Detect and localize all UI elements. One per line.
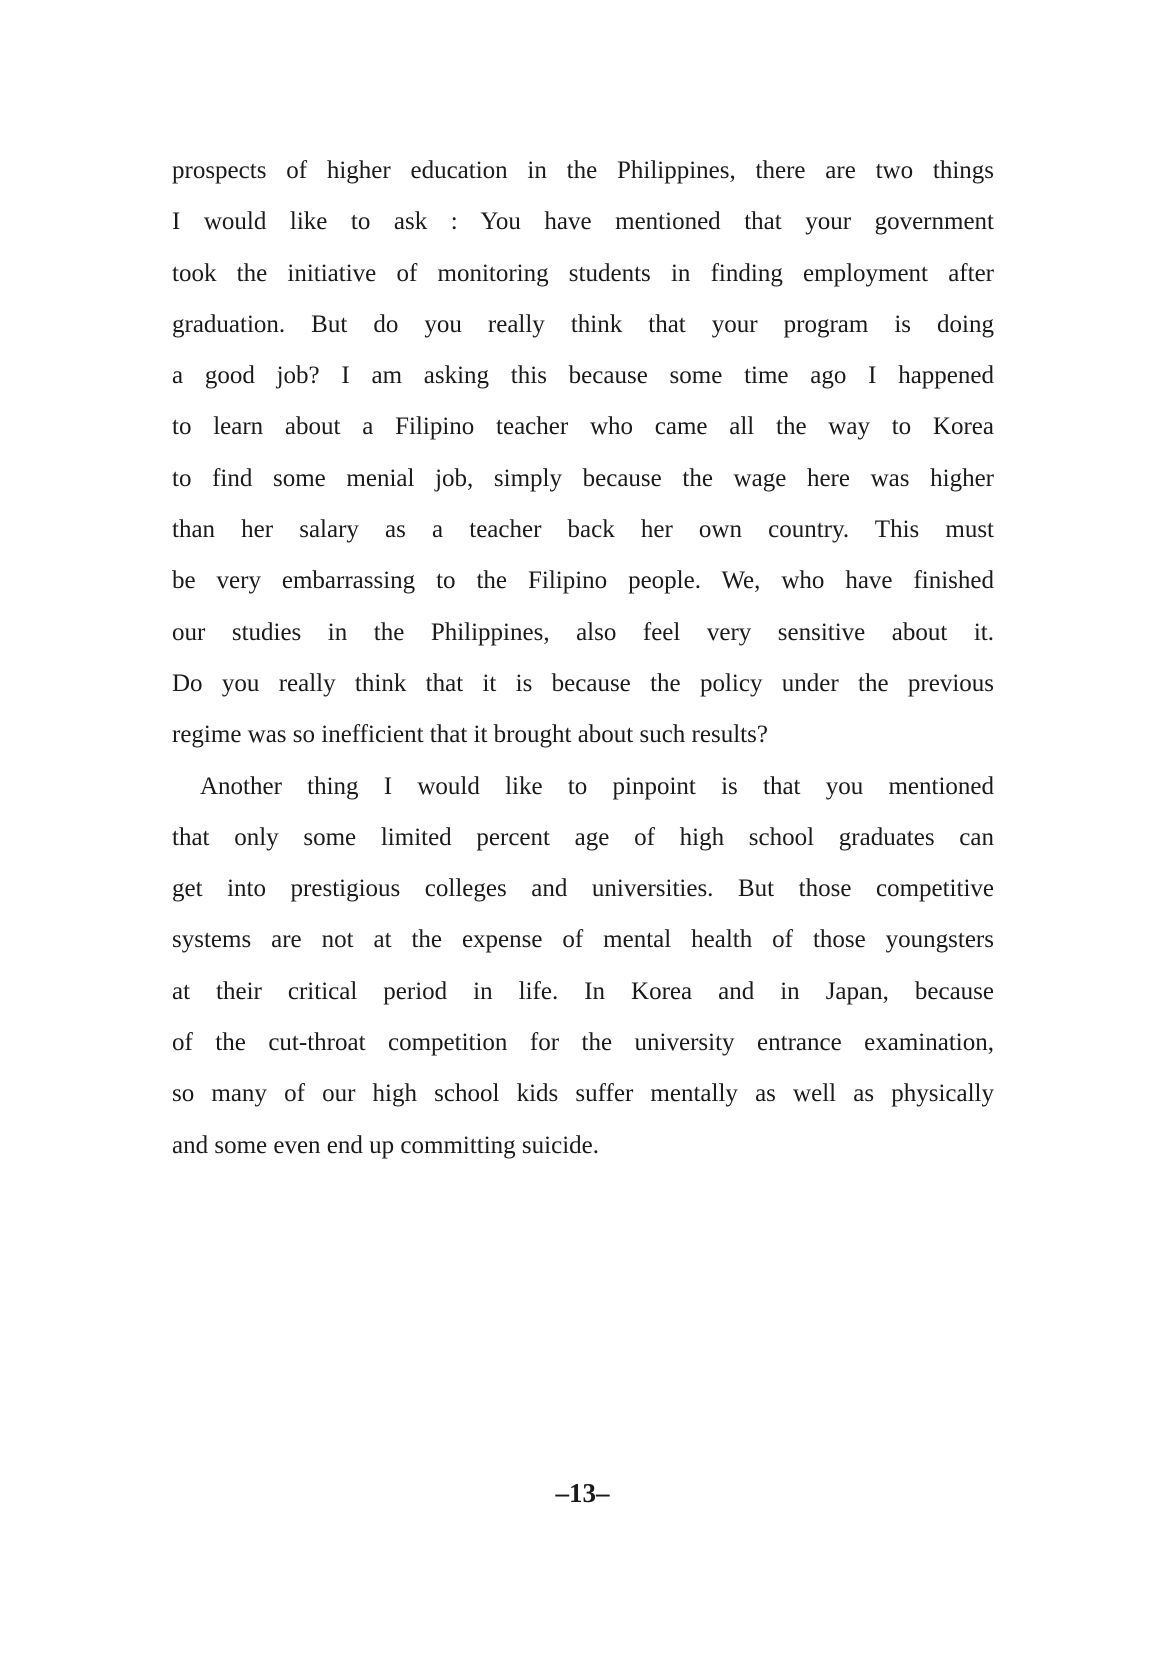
- page-number: –13–: [555, 1478, 610, 1508]
- text-line: to find some menial job, simply because the wage here was higher: [172, 464, 994, 492]
- text-line: Do you really think that it is because the policy under the previous: [172, 669, 994, 697]
- text-line: graduation. But do you really think that your program is doing: [172, 310, 994, 338]
- text-line: and some even end up committing suicide.: [172, 1131, 599, 1159]
- text-line: get into prestigious colleges and universities. But those competitive: [172, 875, 994, 903]
- paragraph-1: [172, 145, 994, 761]
- text-line: Another thing I would like to pinpoint is that you mentioned: [200, 772, 994, 800]
- text-line: a good job? I am asking this because some time ago I happened: [172, 362, 994, 390]
- body-text: [172, 145, 994, 1171]
- text-line: to learn about a Filipino teacher who came all the way to Korea: [172, 413, 994, 441]
- text-line: of the cut-throat competition for the university entrance examination,: [172, 1029, 994, 1057]
- text-line: than her salary as a teacher back her own country. This must: [172, 516, 994, 544]
- text-line: so many of our high school kids suffer mentally as well as physically: [172, 1080, 994, 1108]
- text-line: systems are not at the expense of mental health of those youngsters: [172, 926, 994, 954]
- text-line: our studies in the Philippines, also feel very sensitive about it.: [172, 618, 994, 646]
- text-line: took the initiative of monitoring students in finding employment after: [172, 259, 994, 287]
- text-line: I would like to ask : You have mentioned that your government: [172, 208, 994, 236]
- text-line: regime was so inefficient that it brought about such results?: [172, 721, 768, 749]
- text-line: be very embarrassing to the Filipino people. We, who have finished: [172, 567, 994, 595]
- text-line: that only some limited percent age of high school graduates can: [172, 823, 994, 851]
- text-line: at their critical period in life. In Korea and in Japan, because: [172, 977, 994, 1005]
- text-line: prospects of higher education in the Philippines, there are two things: [172, 157, 994, 184]
- paragraph-2: [172, 761, 994, 1171]
